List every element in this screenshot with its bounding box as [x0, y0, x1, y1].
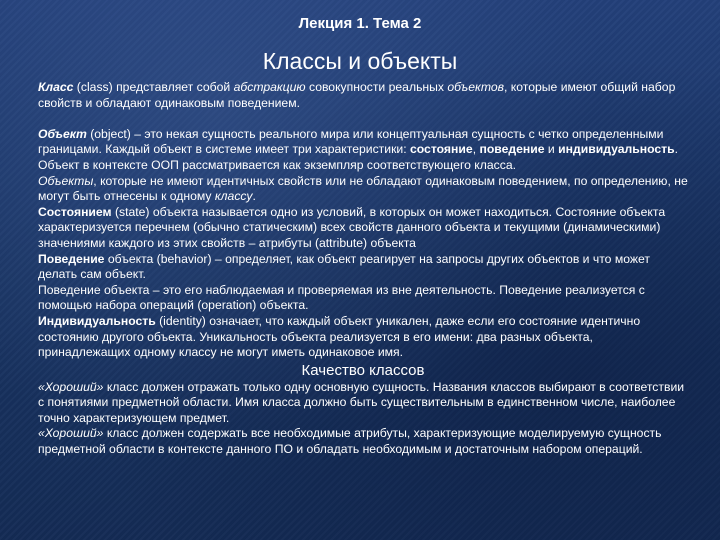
term-good: «Хороший»: [38, 426, 104, 441]
spacer: [38, 111, 688, 127]
term-identity: индивидуальность: [558, 142, 675, 157]
text-span: .: [252, 189, 256, 204]
quality-heading: Качество классов: [301, 361, 425, 379]
text-span: . Объект в контексте ООП рассматривается как экземпляр соответствующего класса.: [38, 142, 678, 172]
paragraph-good-class-2: [38, 426, 688, 457]
text-span: (state) объекта называется одно из условий, в которых он может находиться. Состояние объекта характеризуется перечнем (обычно статическим) всех свойств данного объекта и текущими (динамическими) значениями каждого из этих свойств – атрибуты (attribute) объекта: [38, 204, 666, 250]
slide-body: [38, 80, 688, 458]
term-abstraction: абстракцию: [233, 80, 306, 94]
text-span: класс должен отражать только одну основную сущность. Названия классов выбирают в соответствии с понятиями предметной области. Имя класса должно быть существительным в единственном числе, наиболее точно характеризующем предмет.: [38, 379, 685, 425]
text-span: (object) – это некая сущность реального мира или концептуальная сущность с четко определенными границами. Каждый объект в системе имеет три характеристики:: [38, 126, 664, 157]
term-identity-heading: Индивидуальность: [38, 313, 156, 328]
text-span: , которые не имеют идентичных свойств или не обладают одинаковым поведением, по определению, не могут быть отнесены к одному: [38, 173, 688, 204]
text-span: , которые имеют общий набор свойств и обладают одинаковым поведением.: [38, 80, 676, 110]
paragraph-class-definition: [38, 80, 688, 111]
term-class-dative: классу: [214, 189, 253, 204]
text-span: совокупности реальных: [305, 80, 448, 94]
term-class: Класс: [38, 80, 74, 94]
term-behavior-heading: Поведение: [38, 251, 105, 266]
text-span: объекта (behavior) – определяет, как объект реагирует на запросы других объектов и что может делать сам объект.: [38, 251, 650, 282]
term-objects: объектов: [447, 80, 505, 94]
term-state-heading: Состоянием: [38, 204, 112, 219]
text-span: (identity) означает, что каждый объект уникален, даже если его состояние идентично состоянию другого объекта. Уникальность объекта реализуется в его имени: два разных объекта, принадлежащих одному классу не могут иметь одинаковое имя.: [38, 313, 641, 360]
term-behavior: поведение: [479, 142, 545, 157]
lecture-label: Лекция 1. Тема 2: [298, 15, 422, 32]
text-span: класс должен содержать все необходимые атрибуты, характеризующие моделируемую сущность предметной области в контексте данного ПО и обладать необходимым и достаточным набором операций.: [38, 426, 662, 457]
term-state: состояние: [410, 142, 473, 157]
paragraph-good-class-1: [38, 380, 688, 427]
slide-title: Классы и объекты: [262, 48, 458, 74]
paragraph-objects-classes: [38, 174, 688, 205]
paragraph-object-definition: [38, 127, 688, 174]
paragraph-behavior: [38, 252, 688, 283]
text-span: (class) представляет собой: [73, 80, 234, 94]
term-object: Объект: [38, 126, 87, 141]
paragraph-behavior-detail: [38, 283, 688, 314]
paragraph-identity: [38, 314, 688, 361]
text-span: и: [544, 142, 559, 157]
term-good: «Хороший»: [38, 379, 104, 394]
text-span: ,: [472, 142, 480, 157]
text-span: Поведение объекта – это его наблюдаемая и проверяемая из вне деятельность. Поведение реализуется с помощью набора операций (operation) объекта.: [38, 282, 645, 313]
paragraph-state: [38, 205, 688, 252]
term-objects-plural: Объекты: [38, 173, 94, 188]
